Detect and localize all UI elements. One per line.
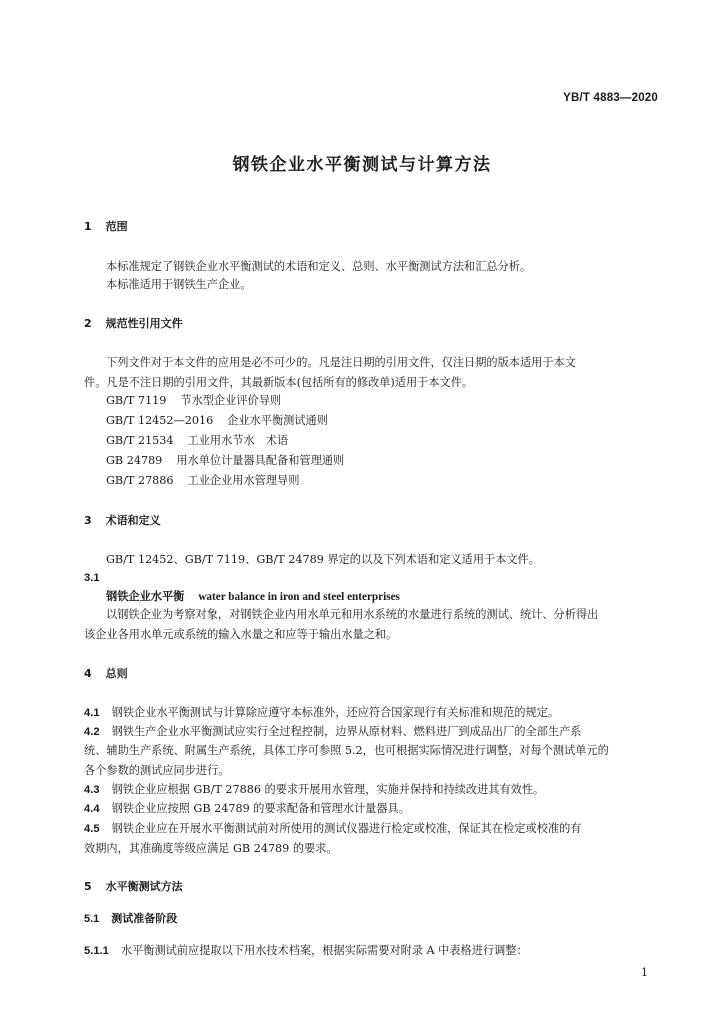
page-number: 1: [641, 966, 648, 979]
clause-item: [84, 725, 581, 739]
clause-number: 4.2: [84, 726, 100, 738]
reference-item: [106, 454, 344, 468]
section-title: 总则: [105, 667, 128, 680]
paragraph: 本标准适用于钢铁生产企业。: [106, 278, 252, 291]
term-definition: 以钢铁企业为考察对象，对钢铁企业内用水单元和用水系统的水量进行系统的测试、统计、分析得出: [106, 608, 599, 621]
clause-number: 4.3: [84, 784, 100, 796]
clause-text: 水平衡测试前应提取以下用水技术档案，根据实际需要对附录 A 中表格进行调整：: [120, 944, 528, 957]
section-3-heading: [84, 514, 161, 528]
reference-code: GB/T 12452—2016: [106, 414, 214, 427]
clause-text: 各个参数的测试应同步进行。: [84, 764, 230, 777]
clause-number: 4.4: [84, 803, 100, 815]
term-definition: 该企业各用水单元或系统的输入水量之和应等于输出水量之和。: [84, 628, 398, 641]
clause-item: [84, 802, 410, 816]
section-5-heading: [84, 880, 183, 894]
subsection-heading: [84, 912, 177, 926]
reference-name: 工业企业用水管理导则: [187, 474, 300, 487]
reference-code: GB/T 7119: [106, 394, 167, 407]
clause-text: 钢铁企业应根据 GB/T 27886 的要求开展用水管理，实施并保持和持续改进其有效性。: [111, 783, 545, 796]
section-1-heading: [84, 220, 128, 234]
paragraph: 件。凡是不注日期的引用文件，其最新版本(包括所有的修改单)适用于本文件。: [84, 376, 474, 389]
section-number: 2: [84, 317, 92, 330]
clause-text: 钢铁企业应在开展水平衡测试前对所使用的测试仪器进行检定或校准，保证其在检定或校准的有: [111, 822, 582, 835]
clause-number: 5.1.1: [84, 945, 109, 957]
section-title: 规范性引用文件: [105, 317, 183, 330]
reference-name: 用水单位计量器具配备和管理通则: [176, 454, 345, 467]
subsection-number: 5.1: [84, 913, 100, 925]
clause-item: [84, 783, 544, 797]
section-title: 术语和定义: [105, 514, 161, 527]
paragraph: 本标准规定了钢铁企业水平衡测试的术语和定义、总则、水平衡测试方法和汇总分析。: [106, 260, 532, 273]
clause-number: 4.1: [84, 707, 100, 719]
reference-code: GB/T 27886: [106, 474, 174, 487]
clause-text: 钢铁生产企业水平衡测试应实行全过程控制，边界从原材料、燃料进厂到成品出厂的全部生产系: [111, 725, 582, 738]
clause-text: 统、辅助生产系统、附属生产系统，具体工序可参照 5.2，也可根据实际情况进行调整，对每个测试单元的: [84, 744, 609, 757]
section-title: 范围: [105, 220, 128, 233]
clause-text: 钢铁企业水平衡测试与计算除应遵守本标准外，还应符合国家现行有关标准和规范的规定。: [111, 706, 560, 719]
clause-number: 4.5: [84, 823, 100, 835]
reference-name: 工业用水节水 术语: [187, 434, 289, 447]
term-english: water balance in iron and steel enterprises: [198, 591, 400, 603]
term-chinese: 钢铁企业水平衡: [106, 589, 185, 603]
clause-item: [84, 706, 559, 720]
reference-item: [106, 414, 328, 428]
paragraph: GB/T 12452、GB/T 7119、GB/T 24789 界定的以及下列术语和定义适用于本文件。: [106, 553, 540, 566]
section-number: 1: [84, 220, 92, 233]
paragraph: 下列文件对于本文件的应用是必不可少的。凡是注日期的引用文件，仅注日期的版本适用于本文: [106, 356, 576, 369]
reference-item: [106, 474, 299, 488]
document-title: 钢铁企业水平衡测试与计算方法: [232, 155, 492, 175]
clause-item: [84, 944, 528, 958]
reference-item: [106, 394, 281, 408]
reference-item: [106, 434, 288, 448]
clause-item: [84, 822, 581, 836]
section-4-heading: [84, 667, 128, 681]
section-title: 水平衡测试方法: [105, 880, 183, 893]
term-entry: [106, 589, 400, 604]
reference-name: 节水型企业评价导则: [180, 394, 282, 407]
subsection-title: 测试准备阶段: [111, 912, 178, 925]
reference-code: GB 24789: [106, 454, 163, 467]
section-number: 5: [84, 880, 92, 893]
section-2-heading: [84, 317, 183, 331]
section-number: 4: [84, 667, 92, 680]
clause-text: 效期内，其准确度等级应满足 GB 24789 的要求。: [84, 842, 338, 855]
subsection-number: 3.1: [84, 572, 100, 584]
reference-code: GB/T 21534: [106, 434, 174, 447]
standard-number: YB/T 4883—2020: [563, 92, 658, 104]
section-number: 3: [84, 514, 92, 527]
clause-text: 钢铁企业应按照 GB 24789 的要求配备和管理水计量器具。: [111, 802, 410, 815]
reference-name: 企业水平衡测试通则: [227, 414, 328, 427]
